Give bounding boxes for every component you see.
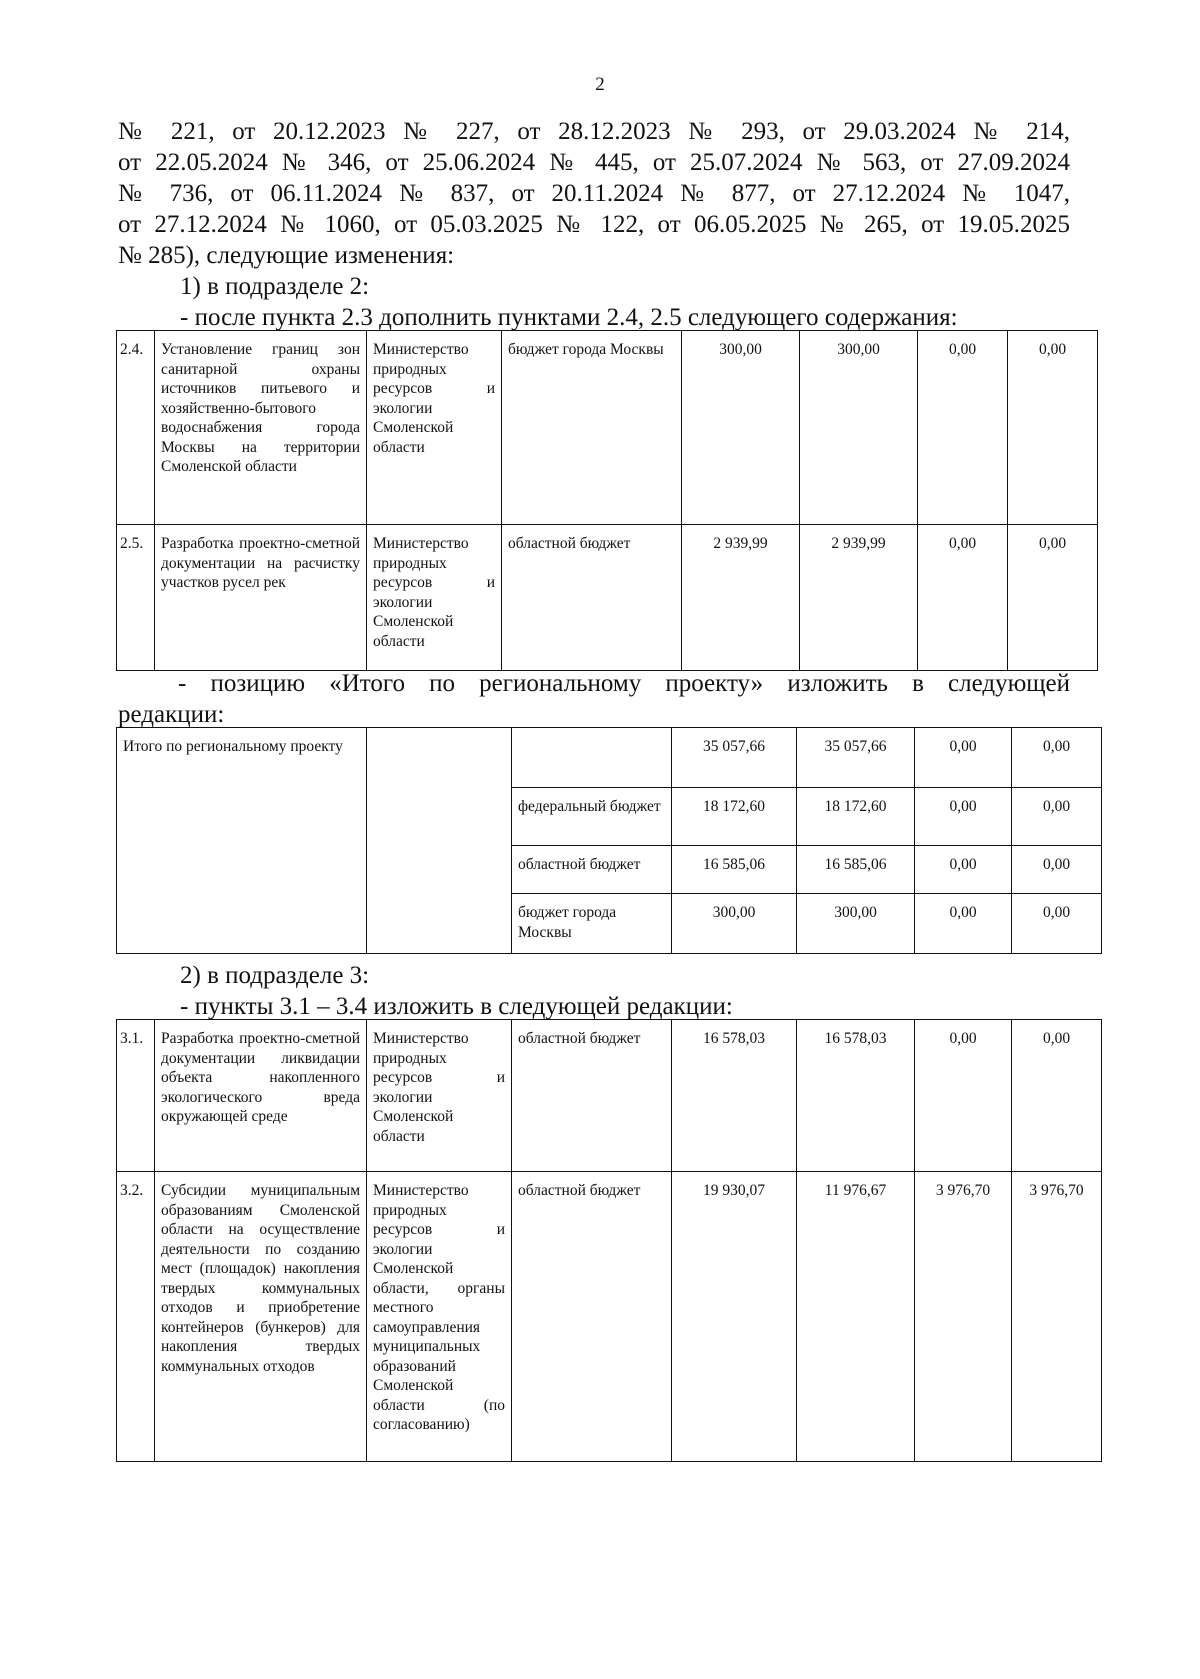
item-2-heading: 2) в подразделе 3: bbox=[180, 962, 370, 989]
table-subsection-2 bbox=[116, 330, 1098, 671]
row-source: федеральный бюджет bbox=[512, 788, 672, 846]
row-value-1: 35 057,66 bbox=[672, 728, 797, 788]
table-row bbox=[117, 525, 1098, 671]
row-executor: Министерство природных ресурсов и экологии Смоленской области, органы местного самоуправления муниципальных образований Смоленской области (по согласованию) bbox=[367, 1172, 512, 1462]
row-value-1: 300,00 bbox=[672, 894, 797, 954]
row-value-1: 16 585,06 bbox=[672, 846, 797, 894]
row-source: бюджет города Москвы bbox=[502, 331, 682, 525]
row-value-1: 2 939,99 bbox=[682, 525, 800, 671]
row-value-2: 300,00 bbox=[797, 894, 915, 954]
row-executor: Министерство природных ресурсов и экологии Смоленской области bbox=[367, 1020, 512, 1172]
row-source: областной бюджет bbox=[512, 1172, 672, 1462]
row-number: 2.5. bbox=[117, 525, 155, 671]
intro-line-5: № 285), следующие изменения: bbox=[118, 242, 455, 269]
row-value-4: 3 976,70 bbox=[1012, 1172, 1102, 1462]
table-total bbox=[116, 727, 1102, 954]
page-number: 2 bbox=[595, 74, 605, 95]
table-row bbox=[117, 728, 1102, 788]
row-value-3: 0,00 bbox=[918, 331, 1008, 525]
row-value-4: 0,00 bbox=[1012, 1020, 1102, 1172]
row-value-4: 0,00 bbox=[1012, 788, 1102, 846]
item-1-subheading: - после пункта 2.3 дополнить пунктами 2.4, 2.5 следующего содержания: bbox=[180, 304, 958, 331]
row-executor: Министерство природных ресурсов и экологии Смоленской области bbox=[367, 525, 502, 671]
table-row bbox=[117, 1020, 1102, 1172]
row-value-4: 0,00 bbox=[1012, 846, 1102, 894]
total-executor-empty bbox=[367, 728, 512, 954]
row-name: Разработка проектно-сметной документации ликвидации объекта накопленного экологического вреда окружающей среде bbox=[155, 1020, 367, 1172]
row-source: областной бюджет bbox=[512, 1020, 672, 1172]
total-label: Итого по региональному проекту bbox=[117, 728, 367, 954]
table-subsection-3 bbox=[116, 1019, 1102, 1462]
row-value-2: 2 939,99 bbox=[800, 525, 918, 671]
middle-line-1: - позицию «Итого по региональному проекту» изложить в следующей bbox=[178, 670, 1070, 697]
row-value-3: 0,00 bbox=[915, 846, 1012, 894]
row-name: Разработка проектно-сметной документации на расчистку участков русел рек bbox=[155, 525, 367, 671]
row-value-3: 0,00 bbox=[918, 525, 1008, 671]
row-value-4: 0,00 bbox=[1008, 331, 1098, 525]
row-value-1: 19 930,07 bbox=[672, 1172, 797, 1462]
row-value-2: 35 057,66 bbox=[797, 728, 915, 788]
row-source: областной бюджет bbox=[502, 525, 682, 671]
row-value-4: 0,00 bbox=[1008, 525, 1098, 671]
row-value-4: 0,00 bbox=[1012, 728, 1102, 788]
row-value-2: 18 172,60 bbox=[797, 788, 915, 846]
intro-line-3: № 736, от 06.11.2024 № 837, от 20.11.2024 № 877, от 27.12.2024 № 1047, bbox=[118, 180, 1070, 207]
table-row bbox=[117, 1172, 1102, 1462]
row-value-4: 0,00 bbox=[1012, 894, 1102, 954]
row-source bbox=[512, 728, 672, 788]
row-value-1: 18 172,60 bbox=[672, 788, 797, 846]
table-row bbox=[117, 331, 1098, 525]
row-value-3: 0,00 bbox=[915, 894, 1012, 954]
intro-line-2: от 22.05.2024 № 346, от 25.06.2024 № 445, от 25.07.2024 № 563, от 27.09.2024 bbox=[118, 149, 1070, 176]
row-value-3: 0,00 bbox=[915, 788, 1012, 846]
middle-line-2: редакции: bbox=[118, 701, 225, 728]
row-value-2: 16 585,06 bbox=[797, 846, 915, 894]
row-value-3: 0,00 bbox=[915, 728, 1012, 788]
row-value-2: 11 976,67 bbox=[797, 1172, 915, 1462]
row-executor: Министерство природных ресурсов и экологии Смоленской области bbox=[367, 331, 502, 525]
row-source: областной бюджет bbox=[512, 846, 672, 894]
row-value-3: 3 976,70 bbox=[915, 1172, 1012, 1462]
row-source: бюджет города Москвы bbox=[512, 894, 672, 954]
intro-line-1: № 221, от 20.12.2023 № 227, от 28.12.2023 № 293, от 29.03.2024 № 214, bbox=[118, 118, 1070, 145]
row-number: 3.2. bbox=[117, 1172, 155, 1462]
row-name: Субсидии муниципальным образованиям Смоленской области на осуществление деятельности по созданию мест (площадок) накопления твердых коммунальных отходов и приобретение контейнеров (бункеров) для накопления твердых коммунальных отходов bbox=[155, 1172, 367, 1462]
row-number: 3.1. bbox=[117, 1020, 155, 1172]
item-1-heading: 1) в подразделе 2: bbox=[180, 273, 370, 300]
row-value-2: 300,00 bbox=[800, 331, 918, 525]
row-number: 2.4. bbox=[117, 331, 155, 525]
row-value-1: 16 578,03 bbox=[672, 1020, 797, 1172]
row-value-3: 0,00 bbox=[915, 1020, 1012, 1172]
intro-line-4: от 27.12.2024 № 1060, от 05.03.2025 № 122, от 06.05.2025 № 265, от 19.05.2025 bbox=[118, 211, 1070, 238]
row-value-1: 300,00 bbox=[682, 331, 800, 525]
item-2-subheading: - пункты 3.1 – 3.4 изложить в следующей редакции: bbox=[180, 993, 733, 1020]
row-value-2: 16 578,03 bbox=[797, 1020, 915, 1172]
row-name: Установление границ зон санитарной охраны источников питьевого и хозяйственно-бытового водоснабжения города Москвы на территории Смоленской области bbox=[155, 331, 367, 525]
